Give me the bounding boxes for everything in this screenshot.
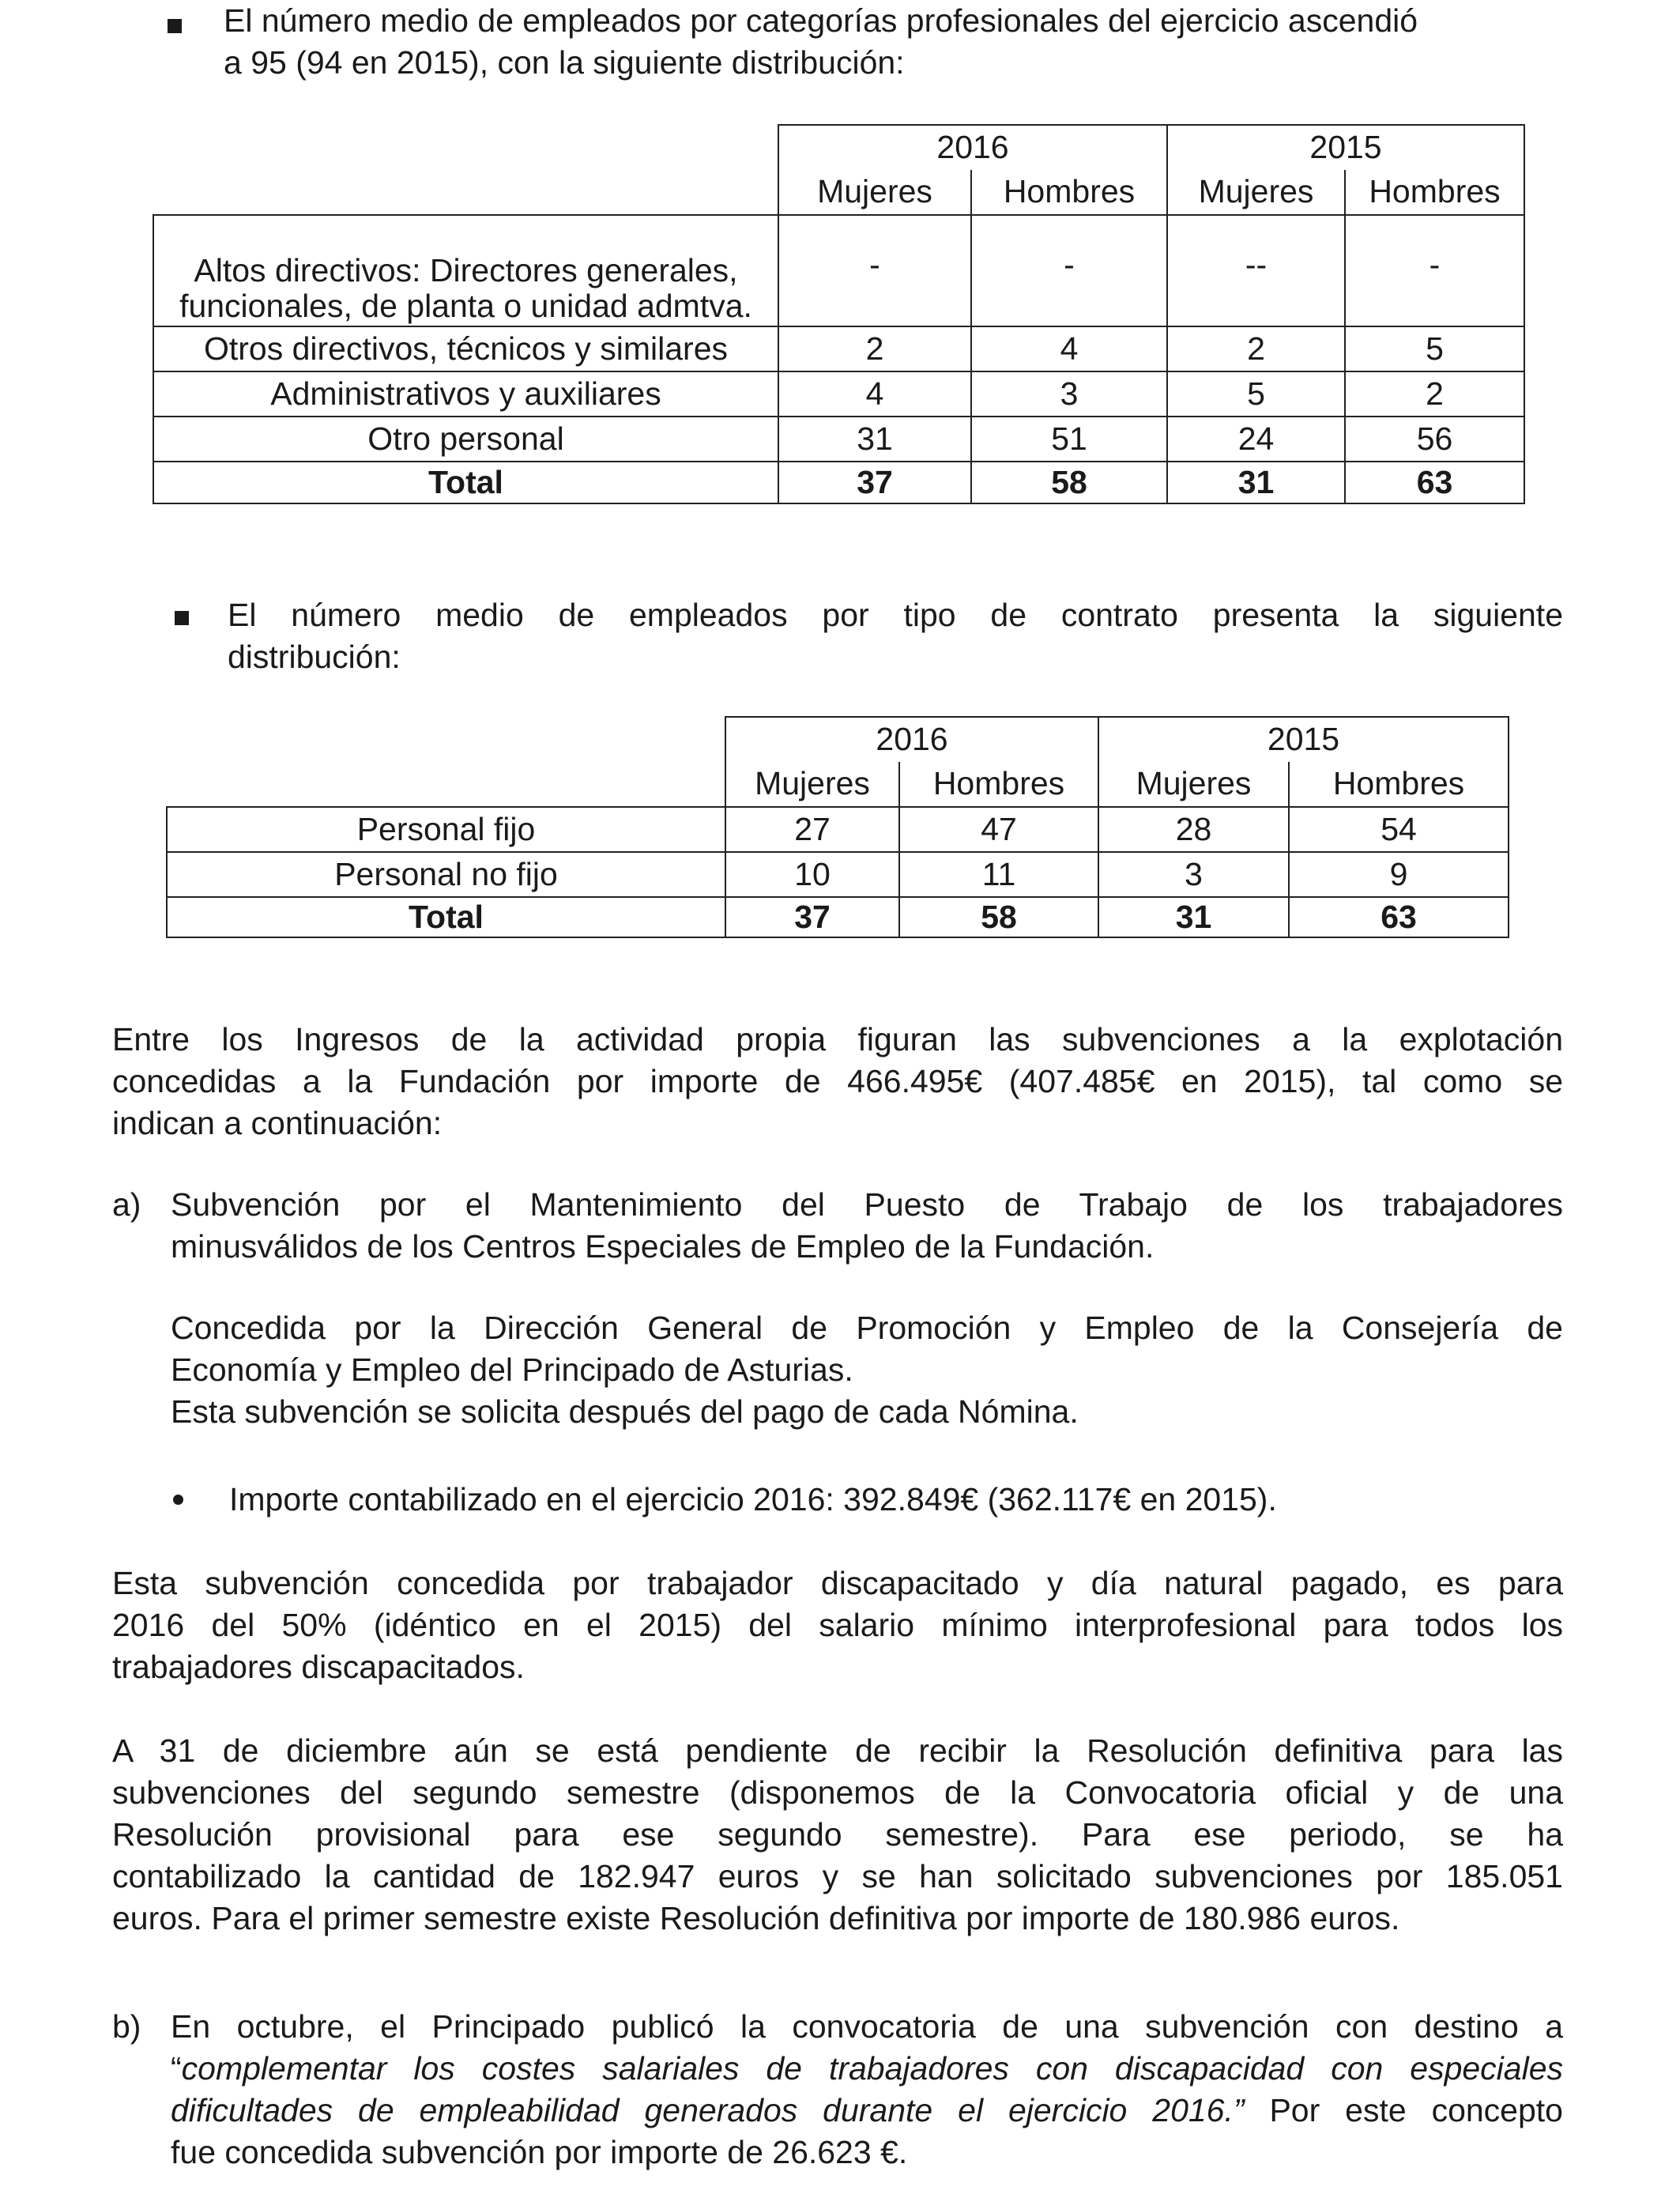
table-total-row [153,462,1524,503]
row-label: Altos directivos: Directores generales, funcionales, de planta o unidad admtva. [153,215,778,326]
square-bullet-icon [175,611,189,625]
section2-line2: distribución: [228,639,401,675]
section1-line1: El número medio de empleados por categorías profesionales del ejercicio ascendió [224,2,1418,39]
table-row [153,326,1524,371]
cell-value: 27 [725,807,899,852]
row-label: Administrativos y auxiliares [153,371,778,417]
cell-value: 3 [971,371,1167,417]
cell-value: 2 [778,326,971,371]
item-a-concedida: Concedida por la Dirección General de Promoción y Empleo de la Consejería de Economía y Empleo del Principado de Asturias. Esta subvención se solicita después del pago de cada Nómina. [171,1310,1563,1430]
gender-header: Hombres [971,170,1167,215]
cell-value: 2 [1345,371,1524,417]
cell-value: - [778,215,971,326]
employees-category-table [153,124,1525,504]
item-b-text: En octubre, el Principado publicó la convocatoria de una subvención con destino a “complementar los costes salariales de trabajadores con discapacidad con especiales dificultades de empleabilidad generados durante el ejercicio 2016.” Por este concepto fue concedida subvención por importe de 26.623 €. [171,2008,1563,2170]
cell-value: 9 [1289,852,1509,897]
item-b-marker: b) [112,2008,141,2045]
cell-value: 5 [1167,371,1345,417]
cell-value: 58 [971,462,1167,503]
cell-value: 51 [971,417,1167,462]
cell-value: -- [1167,215,1345,326]
gender-header: Mujeres [1167,170,1345,215]
cell-value: 4 [778,371,971,417]
cell-value: 2 [1167,326,1345,371]
cell-value: 47 [899,807,1098,852]
cell-value: 3 [1098,852,1289,897]
cell-value: 37 [778,462,971,503]
table-row [167,852,1509,897]
table-total-row [167,897,1509,937]
gender-header: Mujeres [725,762,899,807]
cell-value: 63 [1345,462,1524,503]
gender-header: Hombres [899,762,1098,807]
bullet-dot-icon [173,1495,183,1505]
gender-header: Mujeres [778,170,971,215]
row-label: Total [167,897,725,937]
cell-value: 56 [1345,417,1524,462]
row-label: Personal fijo [167,807,725,852]
row-label: Otro personal [153,417,778,462]
cell-value: 11 [899,852,1098,897]
table-row [153,417,1524,462]
diciembre-paragraph: A 31 de diciembre aún se está pendiente de recibir la Resolución definitiva para las subvenciones del segundo semestre (disponemos de la Convocatoria oficial y de una Resolución provisional para ese segundo semestre). Para ese periodo, se ha contabilizado la cantidad de 182.947 euros y se han solicitado subvenciones por 185.051 euros. Para el primer semestre existe Resolución definitiva por importe de 180.986 euros. [112,1732,1563,1936]
cell-value: 31 [1167,462,1345,503]
cell-value: 5 [1345,326,1524,371]
cell-value: 28 [1098,807,1289,852]
row-label: Personal no fijo [167,852,725,897]
year-header-2016: 2016 [778,125,1167,170]
ingresos-paragraph: Entre los Ingresos de la actividad propia figuran las subvenciones a la explotación concedidas a la Fundación por importe de 466.495€ (407.485€ en 2015), tal como se indican a continuación: [112,1021,1563,1141]
row-label: Otros directivos, técnicos y similares [153,326,778,371]
cell-value: 4 [971,326,1167,371]
cell-value: 31 [1098,897,1289,937]
row-label: Total [153,462,778,503]
cell-value: 63 [1289,897,1509,937]
table-row [167,807,1509,852]
year-header-2015: 2015 [1167,125,1524,170]
cell-value: 54 [1289,807,1509,852]
section1-text [224,0,1563,84]
cell-value: 10 [725,852,899,897]
cell-value: 31 [778,417,971,462]
subvencion-paragraph: Esta subvención concedida por trabajador discapacitado y día natural pagado, es para 2016 del 50% (idéntico en el 2015) del salario mínimo interprofesional para todos los trabajadores discapacitados. [112,1565,1563,1685]
section1-line2: a 95 (94 en 2015), con la siguiente distribución: [224,44,905,81]
cell-value: 58 [899,897,1098,937]
gender-header: Hombres [1289,762,1509,807]
employees-contract-table [166,716,1509,938]
section2-text [228,594,1563,678]
square-bullet-icon [168,19,182,33]
gender-header: Hombres [1345,170,1524,215]
section2-line1: El número medio de empleados por tipo de contrato presenta la siguiente [228,597,1563,633]
year-header-2015: 2015 [1098,717,1509,762]
cell-value: - [1345,215,1524,326]
cell-value: - [971,215,1167,326]
cell-value: 24 [1167,417,1345,462]
table-row [153,371,1524,417]
cell-value: 37 [725,897,899,937]
item-a-marker: a) [112,1186,141,1223]
gender-header: Mujeres [1098,762,1289,807]
item-a-text: Subvención por el Mantenimiento del Puesto de Trabajo de los trabajadores minusválidos de los Centros Especiales de Empleo de la Fundación. [171,1186,1563,1265]
item-a-bullet-text: Importe contabilizado en el ejercicio 2016: 392.849€ (362.117€ en 2015). [229,1481,1277,1517]
year-header-2016: 2016 [725,717,1098,762]
table-row [153,215,1524,326]
